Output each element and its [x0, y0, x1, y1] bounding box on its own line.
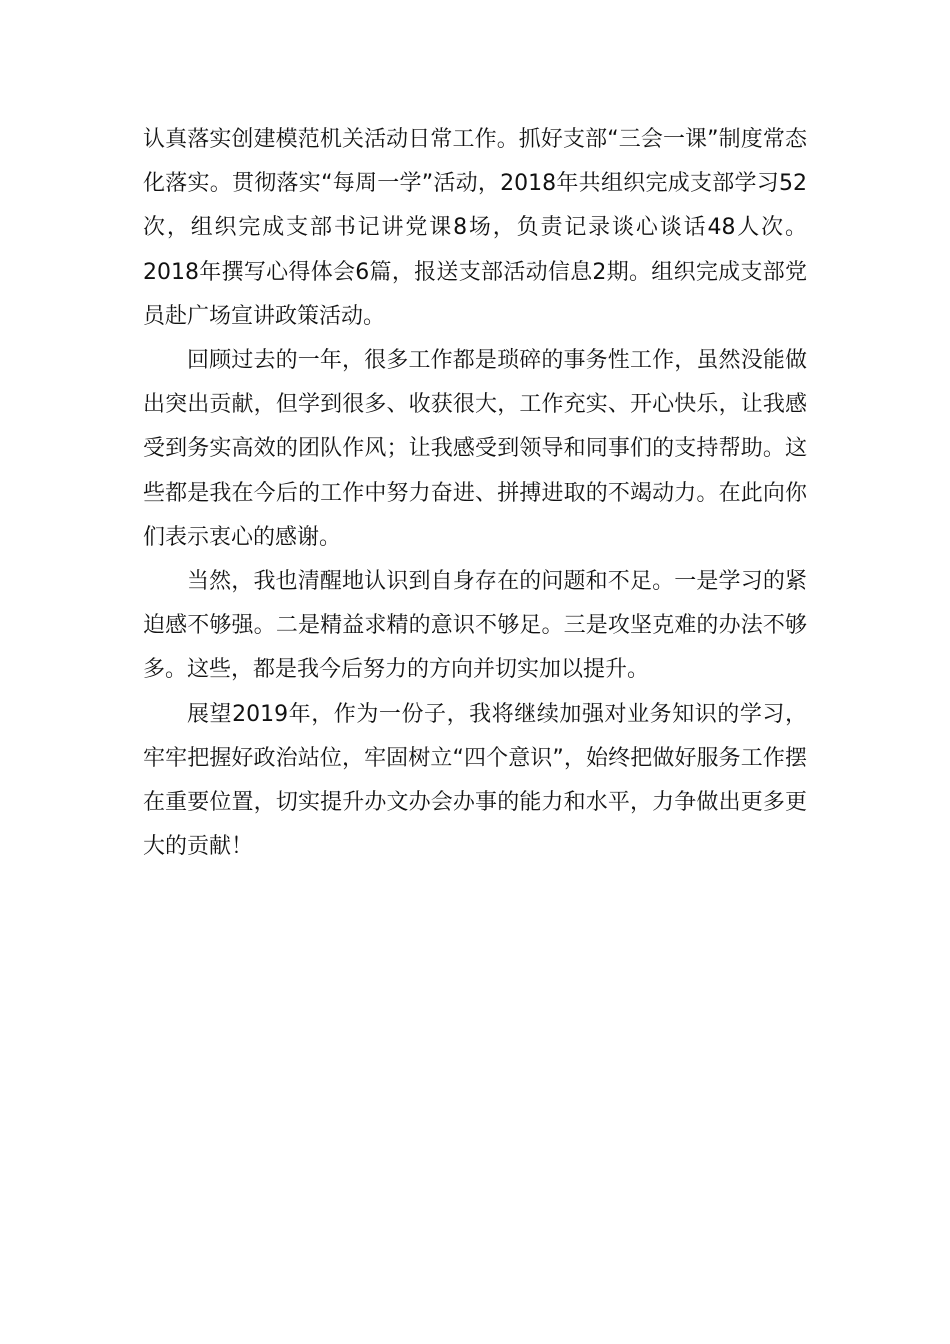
paragraph-2: 回顾过去的一年，很多工作都是琐碎的事务性工作，虽然没能做出突出贡献，但学到很多、收获很大，工作充实、开心快乐，让我感受到务实高效的团队作风；让我感受到领导和同事们的支持帮助。这些都是我在今后的工作中努力奋进、拼搏进取的不竭动力。在此向你们表示衷心的感谢。 — [143, 348, 807, 550]
paragraph-4: 展望2019年，作为一份子，我将继续加强对业务知识的学习，牢牢把握好政治站位，牢固树立“四个意识”，始终把做好服务工作摆在重要位置，切实提升办文办会办事的能力和水平，力争做出更多更大的贡献！ — [143, 701, 807, 860]
paragraph-3: 当然，我也清醒地认识到自身存在的问题和不足。一是学习的紧迫感不够强。二是精益求精的意识不够足。三是攻坚克难的办法不够多。这些，都是我今后努力的方向并切实加以提升。 — [143, 569, 807, 683]
paragraph-1: 认真落实创建模范机关活动日常工作。抓好支部“三会一课”制度常态化落实。贯彻落实“每周一学”活动，2018年共组织完成支部学习52次，组织完成支部书记讲党课8场，负责记录谈心谈话48人次。2018年撰写心得体会6篇，报送支部活动信息2期。组织完成支部党员赴广场宣讲政策活动。 — [143, 127, 807, 329]
document-body — [143, 118, 807, 869]
